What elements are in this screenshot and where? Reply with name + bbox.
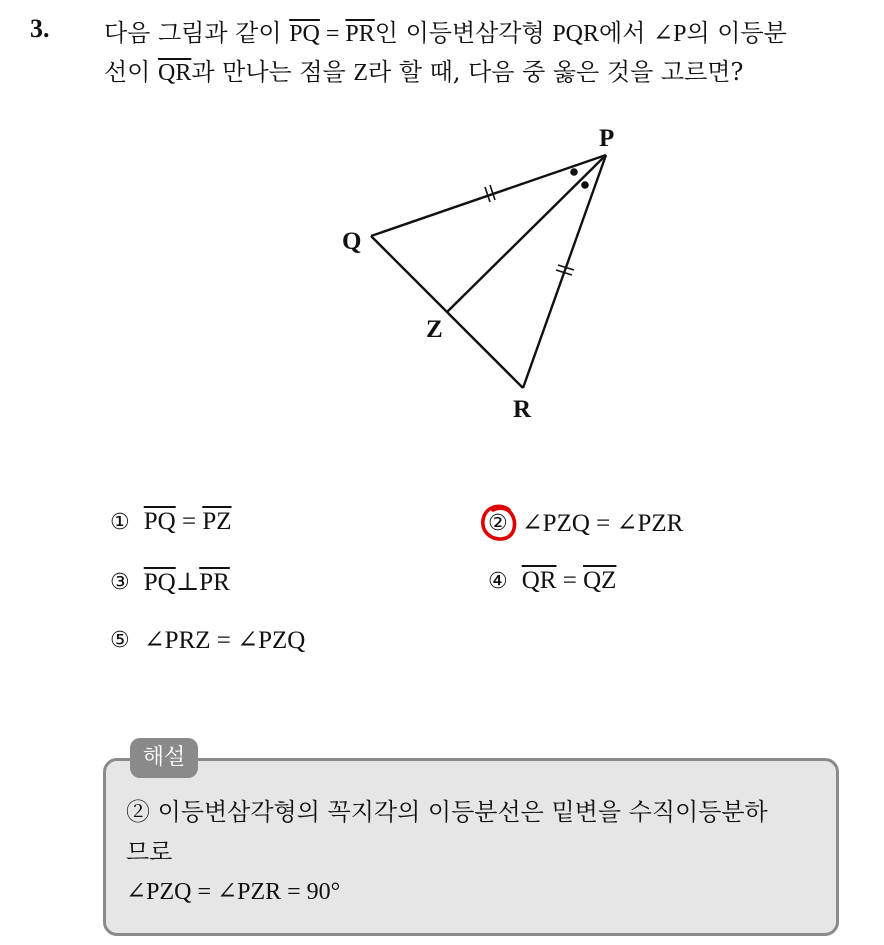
segment-pq: $\overline{PQ}$ [289, 21, 320, 47]
segment-pq: $\overline{PQ}$ [143, 569, 176, 596]
stem-text: 선이 [104, 58, 158, 86]
triangle-diagram [320, 115, 640, 435]
choice-5[interactable] [110, 625, 305, 655]
explanation-tag: 해설 [130, 738, 198, 778]
choice-2[interactable] [488, 508, 683, 538]
choice-number-marked [488, 511, 508, 536]
question-stem [104, 14, 874, 92]
stem-text: 라 할 때, 다음 중 옳은 것을 고르면? [368, 58, 744, 86]
choice-number: ① [110, 509, 130, 535]
choice-expression: ∠PZQ = ∠PZR [521, 510, 684, 537]
bisector-pz [447, 155, 606, 312]
explanation-line-1: ② 이등변삼각형의 꼭지각의 이등분선은 밑변을 수직이등분하 [126, 798, 768, 826]
segment-qz: $\overline{QZ}$ [583, 567, 617, 594]
choice-number: ③ [110, 569, 130, 595]
explanation-text [126, 792, 826, 912]
point-z: Z [353, 60, 369, 86]
choice-expression [144, 508, 232, 536]
triangle-name: PQR [552, 21, 600, 47]
choice-number: ⑤ [110, 627, 130, 653]
segment-qr: $\overline{QR}$ [158, 60, 192, 86]
stem-text: 과 만나는 점을 [191, 58, 354, 86]
angle-p: P [673, 21, 687, 47]
segment-pz: $\overline{PZ}$ [202, 508, 232, 535]
angle-dot [581, 181, 589, 189]
label-r: R [513, 396, 532, 423]
question-line-1 [104, 14, 874, 53]
equals-sign: = [319, 21, 346, 47]
question-line-2 [104, 53, 874, 92]
choice-3[interactable] [110, 567, 230, 597]
perpendicular-sign: ⊥ [175, 569, 200, 596]
triangle-figure [320, 115, 640, 435]
angle-dot [570, 168, 578, 176]
side-pr [523, 155, 606, 388]
stem-text: 에서 ∠ [599, 19, 674, 47]
segment-pr: $\overline{PR}$ [345, 21, 375, 47]
choice-number: ④ [488, 568, 508, 594]
label-p: P [599, 125, 615, 152]
label-q: Q [342, 228, 362, 255]
choice-1[interactable] [110, 508, 232, 536]
choice-number: ② [488, 510, 508, 536]
choice-expression [522, 567, 617, 595]
equals-sign: = [556, 567, 584, 594]
triangle-lines [371, 155, 606, 388]
segment-pq: $\overline{PQ}$ [143, 508, 176, 535]
stem-text: 인 이등변삼각형 [374, 19, 553, 47]
choice-4[interactable] [488, 567, 616, 595]
segment-qr: $\overline{QR}$ [521, 567, 557, 594]
choice-expression [144, 567, 230, 597]
tick-marks-pq [485, 185, 495, 202]
choice-expression: ∠PRZ = ∠PZQ [143, 627, 306, 654]
equals-sign: = [175, 508, 203, 535]
explanation-line-2: 므로 [126, 838, 173, 866]
stem-text: 다음 그림과 같이 [104, 19, 290, 47]
stem-text: 의 이등분 [686, 19, 787, 47]
explanation-line-3: ∠PZQ = ∠PZR = 90° [126, 879, 341, 905]
question-number: 3. [30, 14, 50, 43]
segment-pr: $\overline{PR}$ [199, 569, 230, 596]
label-z: Z [426, 316, 443, 343]
